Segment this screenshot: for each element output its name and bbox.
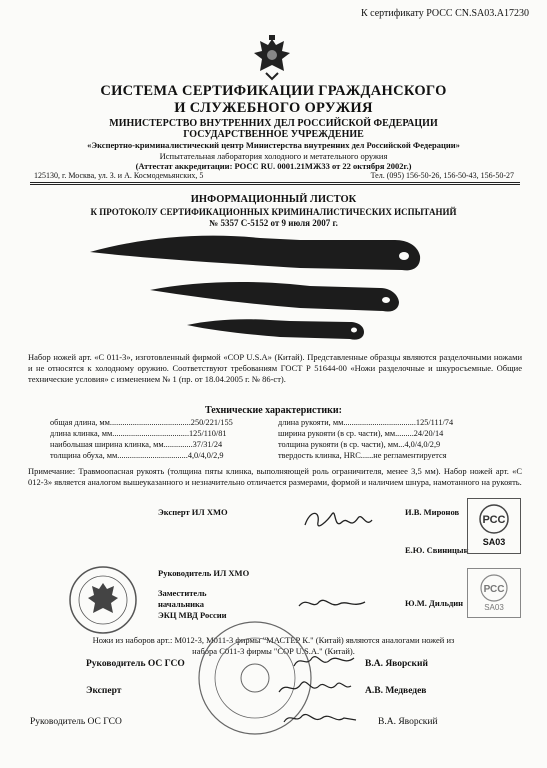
system-title-line-2: И СЛУЖЕБНОГО ОРУЖИЯ [174, 100, 373, 116]
expert-footer-signature [275, 674, 355, 702]
head-os-label: Руководитель ОС ГСО [86, 659, 185, 669]
description-line-2: являются разделочными ножами и не относятся к холодному оружию. Соответствуют требованиям ГОСТ Р 51644-00 «Ножи разделочные и шкуросъемные. Общие технические условия» с изменением [28, 352, 523, 384]
spec-right-1: ширина рукояти (в ср. части), мм.........24/20/14 [278, 429, 444, 438]
certification-mark-2 [467, 568, 521, 618]
knife-large [90, 236, 420, 271]
deputy-label-1: Заместитель [158, 588, 207, 598]
spec-left-2: наибольшая ширина клинка, мм..............37/31/24 [50, 440, 223, 449]
center-name: «Экспертно-криминалистический центр Министерства внутренних дел Российской Федерации» [87, 140, 460, 150]
bottom-head-signature [280, 708, 360, 730]
head-os-signature [290, 650, 360, 674]
round-seal-stamp [68, 565, 138, 635]
deputy-signature [295, 592, 375, 616]
spec-left-3: толщина обуха, мм..................................4,0/4,0/2,9 [50, 451, 224, 460]
expert-footer-name: А.В. Медведев [365, 686, 427, 696]
mark-1-code: SA03 [482, 537, 506, 547]
specs-title: Технические характеристики: [205, 405, 342, 416]
mark-1-letters: РСС [482, 514, 506, 526]
lab-name: Испытательная лаборатория холодного и метательного оружия [159, 151, 388, 161]
knife-small [187, 319, 364, 339]
knife-medium [150, 282, 399, 312]
description-line-3: № 1 (пр. от 18.04.2005 г. № 86-ст). [162, 374, 286, 384]
deputy-name: Ю.М. Дильдин [405, 598, 464, 608]
expert-footer-label: Эксперт [86, 686, 122, 696]
info-sheet-subtitle: К ПРОТОКОЛУ СЕРТИФИКАЦИОННЫХ КРИМИНАЛИСТИЧЕСКИХ ИСПЫТАНИЙ [90, 207, 457, 217]
note-paragraph: Примечание: Травмоопасная рукоять (толщина пяты клинка, выполняющей роль ограничителя, менее 3,5 мм). Набор ножей арт. «С 012-3» является аналогом вышеуказанного и незначительно отличается размерами, формой и наличием шнура, намотанного на рукоять. [28, 466, 522, 487]
protocol-number: № 5357 С-5152 от 9 июля 2007 г. [209, 218, 338, 228]
head-os-name: В.А. Яворский [365, 659, 428, 669]
description-line-1: Набор ножей арт. «С 011-3», изготовленный фирмой «COP U.S.A» (Китай). Представленные образцы [28, 352, 401, 362]
certificate-reference: К сертификату РОСС CN.SA03.A17230 [361, 8, 529, 19]
institution-title: ГОСУДАРСТВЕННОЕ УЧРЕЖДЕНИЕ [183, 129, 364, 140]
system-title-line-1: СИСТЕМА СЕРТИФИКАЦИИ ГРАЖДАНСКОГО [100, 83, 447, 99]
certification-mark-1 [467, 498, 521, 554]
deputy-label-3: ЭКЦ МВД России [158, 610, 227, 620]
bottom-head-name: В.А. Яворский [378, 717, 438, 727]
mark-2-code: SA03 [484, 603, 504, 612]
ministry-title: МИНИСТЕРСТВО ВНУТРЕННИХ ДЕЛ РОССИЙСКОЙ ФЕДЕРАЦИИ [109, 118, 438, 129]
spec-left-0: общая длина, мм.......................................250/221/155 [50, 418, 233, 427]
analog-note-line-1: Ножи из наборов арт.: М012-3, М011-3 фирмы "МАСТЕР К." (Китай) являются аналогами ножей из [92, 635, 455, 645]
expert-name: И.В. Миронов [405, 507, 460, 517]
address: 125130, г. Москва, ул. З. и А. Космодемьянских, 5 [34, 171, 204, 180]
description-paragraph [28, 352, 522, 385]
analog-note-line-2: набора С011-3 фирмы "COP U.S.A." (Китай). [192, 646, 355, 656]
spec-right-3: твердость клинка, HRC......не регламентируется [278, 451, 447, 460]
phones: Тел. (095) 156-50-26, 156-50-43, 156-50-27 [370, 171, 514, 180]
info-sheet-title: ИНФОРМАЦИОННЫЙ ЛИСТОК [190, 194, 357, 205]
expert-label: Эксперт ИЛ ХМО [158, 507, 228, 517]
deputy-label-2: начальника [158, 599, 205, 609]
bottom-head-label: Руководитель ОС ГСО [30, 717, 122, 727]
expert-signature [300, 500, 380, 540]
mark-2-letters: РСС [483, 584, 505, 595]
second-name: Е.Ю. Свиницын [405, 545, 469, 555]
spec-left-1: длина клинка, мм.....................................125/110/81 [50, 429, 227, 438]
accreditation-line: (Аттестат аккредитации: РОСС RU. 0001.21МЖ33 от 22 октября 2002г.) [135, 161, 412, 171]
head-lab-label: Руководитель ИЛ ХМО [158, 568, 250, 578]
spec-right-2: толщина рукояти (в ср. части), мм...4,0/4,0/2,9 [278, 440, 441, 449]
spec-right-0: длина рукояти, мм...................................125/111/74 [278, 418, 454, 427]
